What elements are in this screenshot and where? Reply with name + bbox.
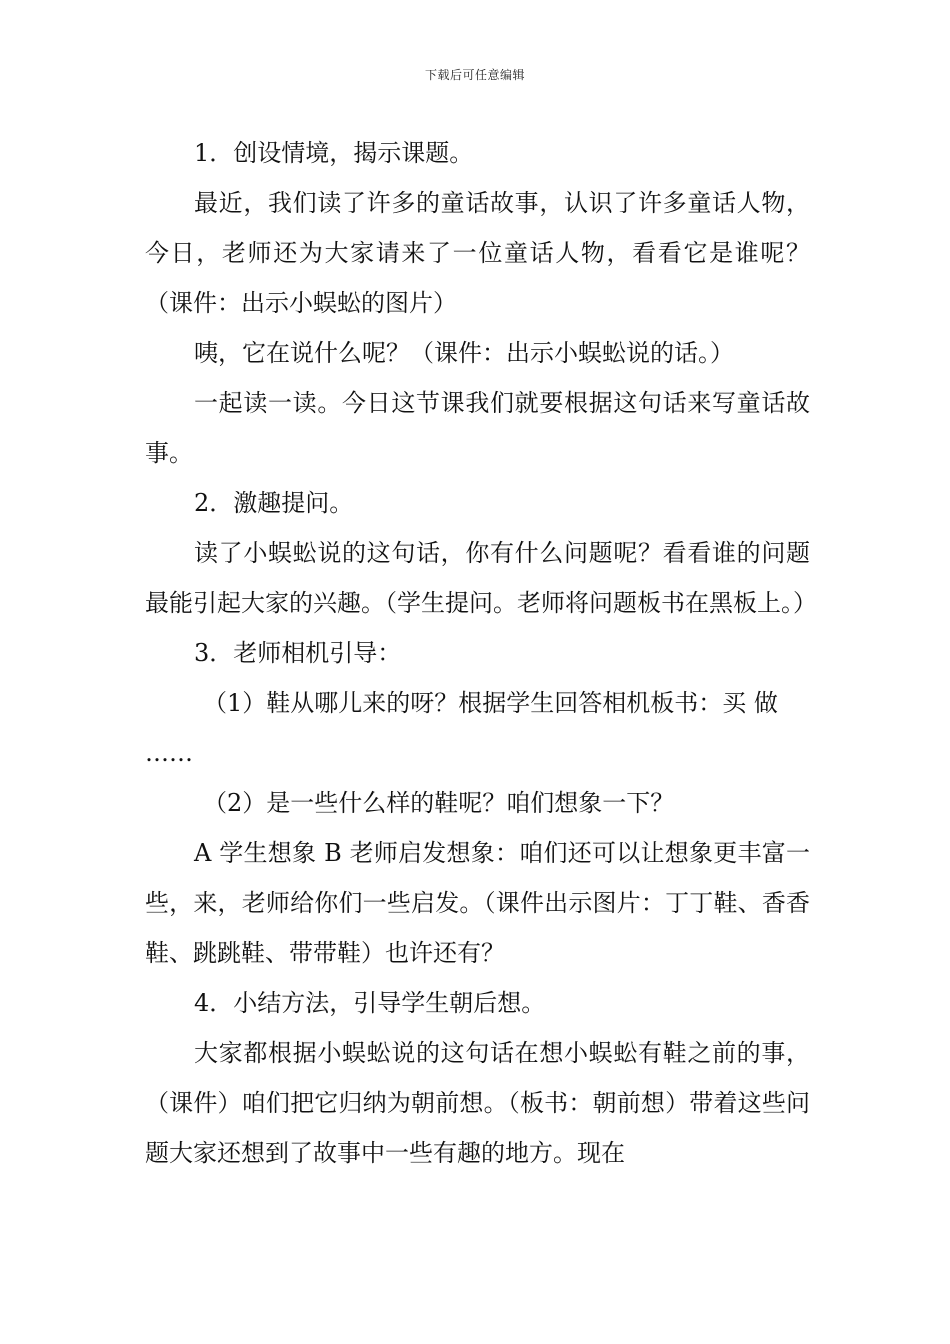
heading-ask-questions: 2．激趣提问。 bbox=[194, 489, 354, 517]
document-body bbox=[145, 128, 817, 1178]
paragraph-intro: 最近，我们读了许多的童话故事，认识了许多童话人物，今日，老师还为大家请来了一位童话人物，看看它是谁呢？（课件：出示小蜈蚣的图片） bbox=[145, 189, 810, 317]
heading-summary: 4．小结方法，引导学生朝后想。 bbox=[194, 989, 546, 1017]
paragraph-guide-2: （2）是一些什么样的鞋呢？咱们想象一下？ bbox=[203, 789, 675, 817]
paragraph-imagination: A 学生想象 B 老师启发想象：咱们还可以让想象更丰富一些，来，老师给你们一些启发。（课件出示图片：丁丁鞋、香香鞋、跳跳鞋、带带鞋）也许还有？ bbox=[145, 839, 810, 967]
page-header: 下载后可任意编辑 bbox=[424, 68, 525, 82]
paragraph-guide-1: （1）鞋从哪儿来的呀？根据学生回答相机板书：买 做 bbox=[203, 689, 778, 717]
heading-create-situation: 1．创设情境，揭示课题。 bbox=[194, 139, 474, 167]
paragraph-question: 咦，它在说什么呢？（课件：出示小蜈蚣说的话。） bbox=[194, 339, 734, 367]
ellipsis-line: …… bbox=[145, 739, 193, 767]
paragraph-summary: 大家都根据小蜈蚣说的这句话在想小蜈蚣有鞋之前的事，（课件）咱们把它归纳为朝前想。（板书：朝前想）带着这些问题大家还想到了故事中一些有趣的地方。现在 bbox=[145, 1039, 810, 1167]
heading-teacher-guide: 3．老师相机引导： bbox=[194, 639, 402, 667]
paragraph-read-together: 一起读一读。今日这节课我们就要根据这句话来写童话故事。 bbox=[145, 389, 810, 467]
paragraph-ask-questions: 读了小蜈蚣说的这句话，你有什么问题呢？看看谁的问题最能引起大家的兴趣。（学生提问。老师将问题板书在黑板上。） bbox=[145, 539, 817, 617]
